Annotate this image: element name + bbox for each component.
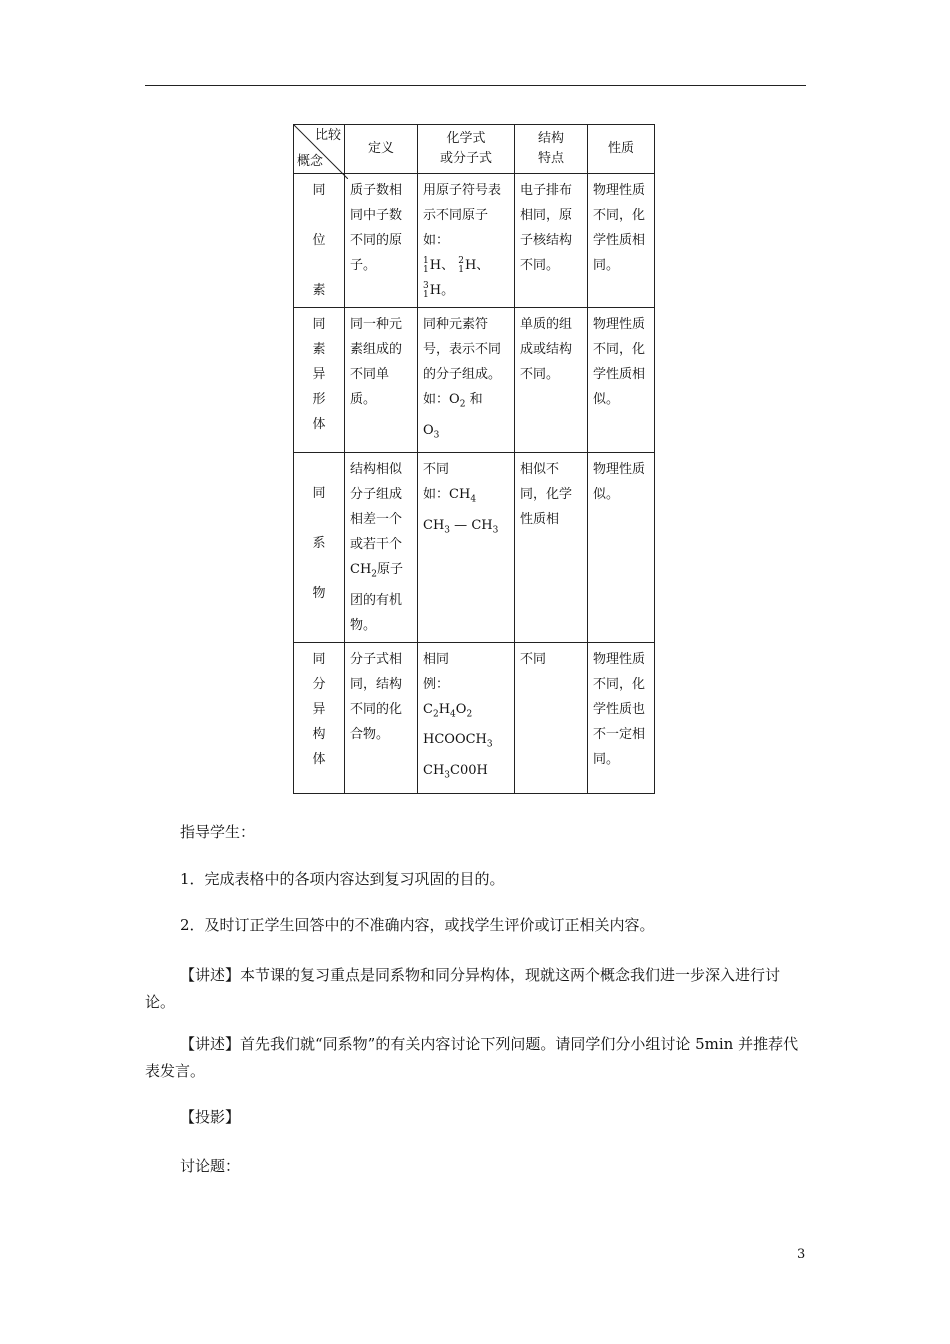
- corner-bottom-label: 概念: [297, 154, 324, 169]
- isotope-h3: 3 1H。: [423, 280, 455, 300]
- discussion-label: 讨论题：: [180, 1157, 241, 1175]
- methane-formula: $CH_4$: [449, 487, 477, 505]
- ozone-o2: $O_2$: [449, 392, 466, 410]
- property-cell: 物理性质似。: [588, 453, 655, 643]
- formula-cell: [418, 174, 515, 308]
- formula-cell: 相同 例： $C_2H_4O_2$ $HCOOCH_3$ $CH_3C00H$: [418, 642, 515, 793]
- molecular-formula: $C_2H_4O_2$: [423, 701, 473, 720]
- table-row: [294, 642, 655, 793]
- concept-char: 同: [312, 651, 326, 667]
- isotope-h2: 2 1H、: [458, 255, 490, 275]
- table-row: [294, 453, 655, 643]
- isotope-h1: 1 1H、: [423, 255, 455, 275]
- comparison-table: [293, 124, 655, 794]
- guide-heading: 指导学生：: [180, 823, 256, 841]
- table-header-row: [294, 125, 655, 174]
- formula-cell: 同种元素符号，表示不同的分子组成。 如：$O_2$ 和 $O_3$: [418, 308, 515, 453]
- formula-cell: 不同 如：$CH_4$ $CH_3$ — $CH_3$: [418, 453, 515, 643]
- header-structure-line1: 结构: [537, 131, 564, 146]
- ozone-o3: $O_3$: [423, 422, 440, 441]
- property-cell: 物理性质不同，化学性质相同。: [588, 174, 655, 308]
- header-structure: [515, 125, 588, 174]
- header-formula: [418, 125, 515, 174]
- concept-char: 同: [312, 486, 326, 502]
- lecture-paragraph-1: 【讲述】本节课的复习重点是同系物和同分异构体，现就这两个概念我们进一步深入进行讨论。: [145, 966, 781, 1011]
- concept-char: 同: [312, 183, 326, 198]
- concept-char: 体: [312, 417, 326, 432]
- structure-cell: 相似不同，化学性质相: [515, 453, 588, 643]
- ester-formula: $HCOOCH_3$: [423, 732, 493, 750]
- guide-item-2: 2．及时订正学生回答中的不准确内容，或找学生评价或订正相关内容。: [180, 916, 655, 934]
- table-row: [294, 308, 655, 453]
- concept-cell: [294, 174, 345, 308]
- ethane-formula: $CH_3$ — $CH_3$: [423, 517, 499, 536]
- property-cell: 物理性质不同，化学性质相似。: [588, 308, 655, 453]
- structure-cell: 单质的组成或结构不同。: [515, 308, 588, 453]
- concept-cell: [294, 642, 345, 793]
- acid-formula: $CH_3C00H$: [423, 762, 488, 781]
- structure-cell: 电子排布相同，原子核结构不同。: [515, 174, 588, 308]
- guide-item-1: 1．完成表格中的各项内容达到复习巩固的目的。: [180, 870, 505, 888]
- concept-char: 形: [312, 392, 326, 407]
- concept-cell: [294, 453, 345, 643]
- concept-char: 异: [312, 701, 326, 717]
- lecture-paragraph-2: 【讲述】首先我们就“同系物”的有关内容讨论下列问题。请同学们分小组讨论 5min 并推荐代表发言。: [145, 1035, 799, 1080]
- structure-cell: 不同: [515, 642, 588, 793]
- definition-cell: 同一种元素组成的不同单质。: [345, 308, 418, 453]
- table-row: [294, 174, 655, 308]
- property-cell: 物理性质不同，化学性质也不一定相同。: [588, 642, 655, 793]
- corner-top-label: 比较: [314, 128, 341, 143]
- header-property: 性质: [588, 125, 655, 174]
- concept-char: 构: [312, 726, 326, 742]
- projection-label: 【投影】: [180, 1108, 241, 1126]
- concept-char: 系: [312, 536, 326, 552]
- corner-cell: [294, 125, 345, 174]
- concept-char: 素: [312, 283, 326, 298]
- page-number: 3: [797, 1247, 806, 1262]
- header-formula-line2: 或分子式: [439, 151, 492, 166]
- concept-char: 位: [312, 233, 326, 248]
- header-definition: 定义: [345, 125, 418, 174]
- concept-char: 素: [312, 342, 326, 357]
- concept-char: 同: [312, 317, 326, 332]
- definition-cell: 分子式相同，结构不同的化合物。: [345, 642, 418, 793]
- definition-cell: 质子数相同中子数不同的原子。: [345, 174, 418, 308]
- formula-text: 同种元素符号，表示不同的分子组成。: [423, 317, 502, 382]
- concept-char: 分: [312, 676, 326, 692]
- header-structure-line2: 特点: [537, 151, 564, 166]
- definition-cell: 结构相似分子组成相差一个或若干个$CH_2$原子团的有机物。: [345, 453, 418, 643]
- concept-cell: [294, 308, 345, 453]
- concept-char: 异: [312, 367, 326, 382]
- concept-char: 体: [312, 751, 326, 767]
- formula-text: 用原子符号表示不同原子如：: [423, 183, 502, 248]
- header-formula-line1: 化学式: [446, 131, 486, 146]
- concept-char: 物: [312, 586, 326, 602]
- header-rule: [145, 85, 806, 86]
